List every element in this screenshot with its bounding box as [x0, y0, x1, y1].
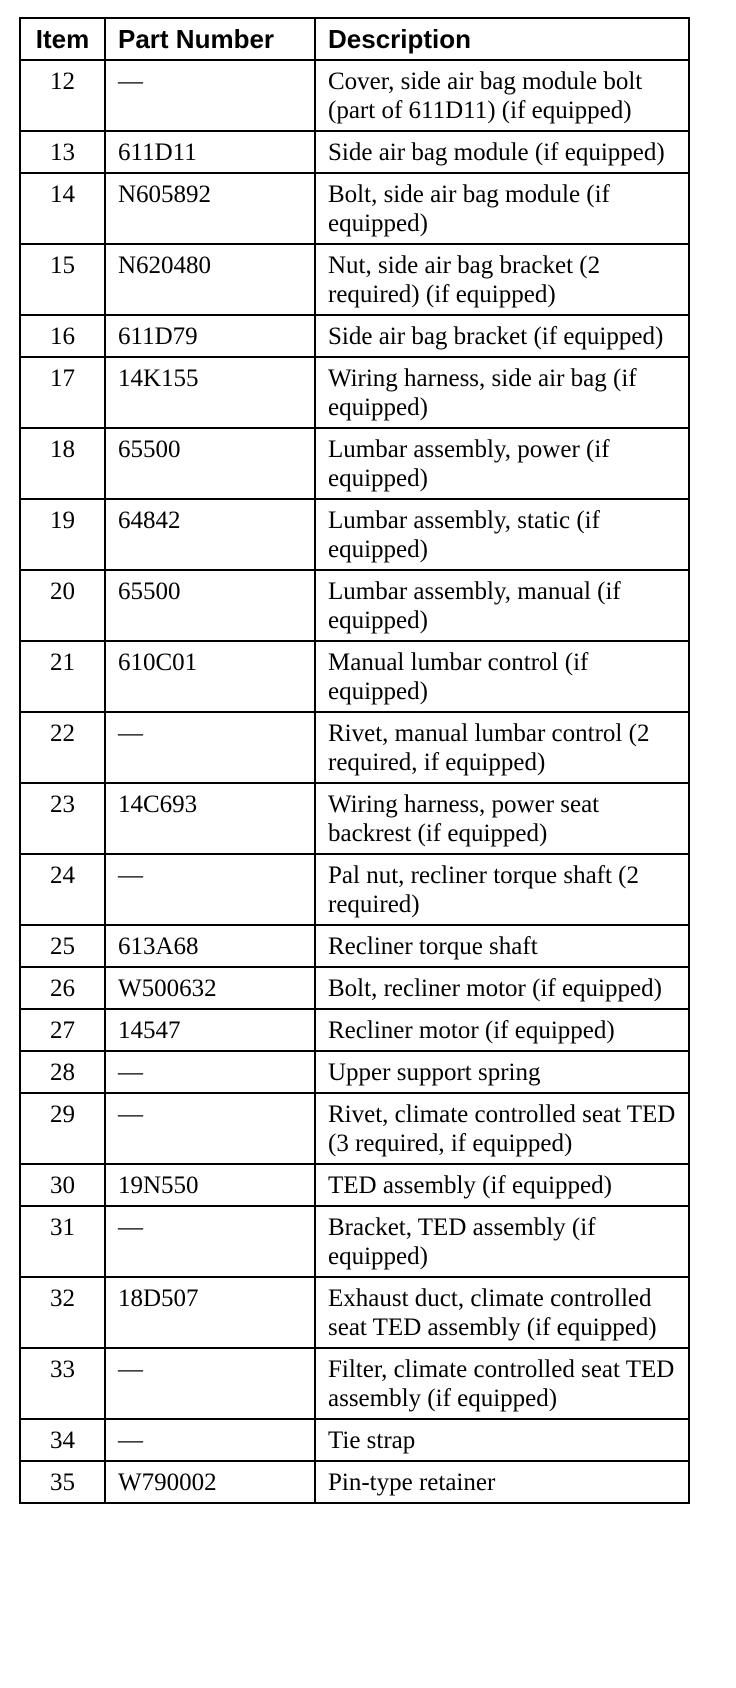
cell-item: 24 — [20, 854, 105, 925]
cell-item: 16 — [20, 315, 105, 357]
cell-part-number: — — [105, 60, 315, 131]
cell-part-number: 14K155 — [105, 357, 315, 428]
cell-part-number: — — [105, 1051, 315, 1093]
cell-part-number: W500632 — [105, 967, 315, 1009]
cell-part-number: — — [105, 712, 315, 783]
cell-item: 25 — [20, 925, 105, 967]
table-row — [20, 1164, 689, 1206]
cell-part-number: 611D79 — [105, 315, 315, 357]
cell-part-number: 65500 — [105, 428, 315, 499]
cell-item: 34 — [20, 1419, 105, 1461]
cell-item: 21 — [20, 641, 105, 712]
cell-item: 33 — [20, 1348, 105, 1419]
table-row — [20, 315, 689, 357]
cell-description: Recliner torque shaft — [315, 925, 689, 967]
table-row — [20, 357, 689, 428]
table-row — [20, 925, 689, 967]
table-row — [20, 1051, 689, 1093]
cell-part-number: — — [105, 1348, 315, 1419]
cell-description: Recliner motor (if equipped) — [315, 1009, 689, 1051]
cell-part-number: 19N550 — [105, 1164, 315, 1206]
table-row — [20, 1461, 689, 1503]
cell-description: Wiring harness, power seat backrest (if equipped) — [315, 783, 689, 854]
table-row — [20, 570, 689, 641]
cell-description: Lumbar assembly, manual (if equipped) — [315, 570, 689, 641]
cell-description: Upper support spring — [315, 1051, 689, 1093]
table-row — [20, 712, 689, 783]
parts-table — [19, 17, 690, 1504]
cell-item: 31 — [20, 1206, 105, 1277]
cell-description: Tie strap — [315, 1419, 689, 1461]
cell-description: Pin-type retainer — [315, 1461, 689, 1503]
cell-description: Lumbar assembly, power (if equipped) — [315, 428, 689, 499]
cell-part-number: — — [105, 1206, 315, 1277]
cell-description: Manual lumbar control (if equipped) — [315, 641, 689, 712]
cell-item: 14 — [20, 173, 105, 244]
cell-item: 29 — [20, 1093, 105, 1164]
table-row — [20, 1093, 689, 1164]
cell-part-number: 613A68 — [105, 925, 315, 967]
cell-item: 19 — [20, 499, 105, 570]
cell-description: TED assembly (if equipped) — [315, 1164, 689, 1206]
cell-description: Lumbar assembly, static (if equipped) — [315, 499, 689, 570]
table-row — [20, 428, 689, 499]
table-row — [20, 1419, 689, 1461]
cell-part-number: N605892 — [105, 173, 315, 244]
cell-description: Wiring harness, side air bag (if equipped) — [315, 357, 689, 428]
table-row — [20, 854, 689, 925]
cell-item: 32 — [20, 1277, 105, 1348]
cell-item: 15 — [20, 244, 105, 315]
table-row — [20, 1277, 689, 1348]
cell-description: Cover, side air bag module bolt (part of 611D11) (if equipped) — [315, 60, 689, 131]
cell-part-number: 14547 — [105, 1009, 315, 1051]
table-header-row — [20, 18, 689, 60]
table-row — [20, 131, 689, 173]
cell-description: Pal nut, recliner torque shaft (2 required) — [315, 854, 689, 925]
cell-description: Bolt, side air bag module (if equipped) — [315, 173, 689, 244]
table-row — [20, 499, 689, 570]
cell-item: 30 — [20, 1164, 105, 1206]
cell-item: 35 — [20, 1461, 105, 1503]
table-row — [20, 173, 689, 244]
cell-part-number: W790002 — [105, 1461, 315, 1503]
cell-part-number: N620480 — [105, 244, 315, 315]
cell-item: 22 — [20, 712, 105, 783]
cell-description: Side air bag bracket (if equipped) — [315, 315, 689, 357]
cell-part-number: — — [105, 1093, 315, 1164]
cell-part-number: 611D11 — [105, 131, 315, 173]
cell-part-number: 18D507 — [105, 1277, 315, 1348]
cell-part-number: 14C693 — [105, 783, 315, 854]
cell-item: 17 — [20, 357, 105, 428]
cell-part-number: 610C01 — [105, 641, 315, 712]
table-row — [20, 60, 689, 131]
cell-description: Bolt, recliner motor (if equipped) — [315, 967, 689, 1009]
cell-description: Side air bag module (if equipped) — [315, 131, 689, 173]
cell-item: 12 — [20, 60, 105, 131]
cell-description: Filter, climate controlled seat TED assembly (if equipped) — [315, 1348, 689, 1419]
table-row — [20, 641, 689, 712]
cell-item: 13 — [20, 131, 105, 173]
cell-item: 20 — [20, 570, 105, 641]
table-row — [20, 967, 689, 1009]
table-row — [20, 783, 689, 854]
table-row — [20, 244, 689, 315]
cell-description: Exhaust duct, climate controlled seat TED assembly (if equipped) — [315, 1277, 689, 1348]
cell-part-number: 65500 — [105, 570, 315, 641]
column-header-item: Item — [20, 18, 105, 60]
cell-item: 27 — [20, 1009, 105, 1051]
cell-part-number: — — [105, 854, 315, 925]
cell-part-number: — — [105, 1419, 315, 1461]
cell-item: 23 — [20, 783, 105, 854]
cell-description: Nut, side air bag bracket (2 required) (if equipped) — [315, 244, 689, 315]
cell-item: 28 — [20, 1051, 105, 1093]
cell-item: 18 — [20, 428, 105, 499]
column-header-description: Description — [315, 18, 689, 60]
table-row — [20, 1009, 689, 1051]
cell-item: 26 — [20, 967, 105, 1009]
cell-description: Bracket, TED assembly (if equipped) — [315, 1206, 689, 1277]
column-header-part-number: Part Number — [105, 18, 315, 60]
table-row — [20, 1206, 689, 1277]
cell-description: Rivet, manual lumbar control (2 required, if equipped) — [315, 712, 689, 783]
cell-description: Rivet, climate controlled seat TED (3 required, if equipped) — [315, 1093, 689, 1164]
cell-part-number: 64842 — [105, 499, 315, 570]
table-row — [20, 1348, 689, 1419]
